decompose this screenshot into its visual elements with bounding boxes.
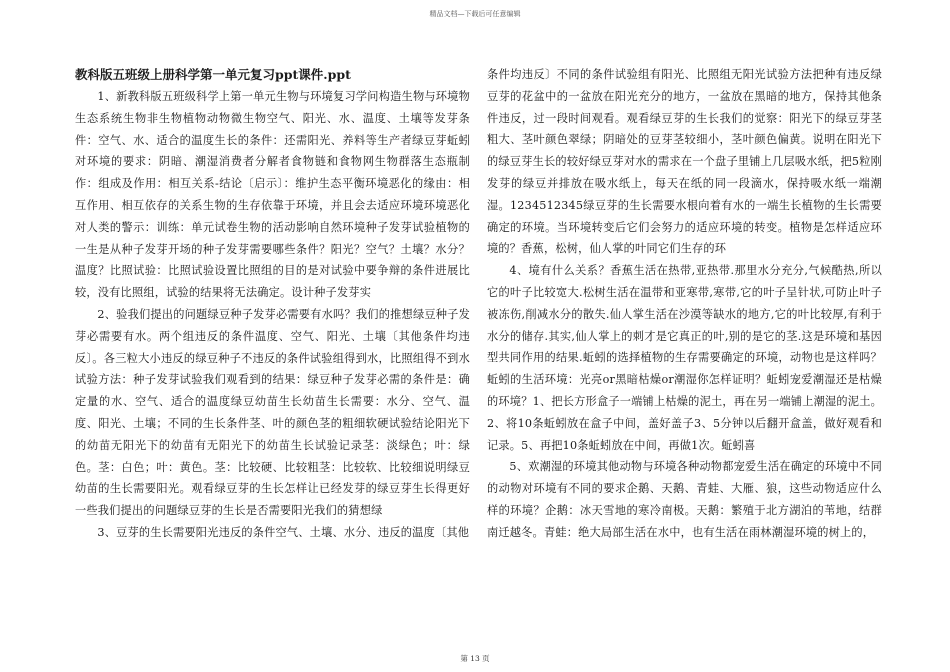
page-header: 精品文档—下载后可任意编辑 — [429, 10, 521, 18]
left-column — [75, 64, 470, 544]
paragraph-4: 4、境有什么关系？香蕉生活在热带,亚热带.那里水分充分,气候酷热,所以它的叶子比较宽大.松树生活在温带和亚寒带,寒带,它的叶子呈针状,可防止叶子被冻伤,削减水分的散失.仙人掌生活在沙漠等缺水的地方,它的叶比较厚,有利于水分的储存.其实,仙人掌上的刺才是它真正的叶,别的是它的茎.这是环境和基因型共同作用的结果.蚯蚓的选择植物的生存需要确定的环境，动物也是这样吗？蚯蚓的生活环境：光亮or黑暗枯燥or潮湿你怎样证明？蚯蚓宠爱潮湿还是枯燥的环境？1、把长方形盒子一端铺上枯燥的泥土，再在另一端铺上潮湿的泥土。2、将10条蚯蚓放在盒子中间，盖好盖子3、5分钟以后翻开盒盖，做好观看和记录。5、再把10条蚯蚓放在中间，再做1次。蚯蚓喜 — [487, 264, 882, 452]
paragraph-3-continued: 条件均违反〕不同的条件试验组有阳光、比照组无阳光试验方法把种有违反绿豆芽的花盆中的一盆放在阳光充分的地方，一盆放在黑暗的地方，保持其他条件违反，过一段时间观看。观看绿豆芽的生长我们的觉察：阳光下的绿豆芽茎粗大、茎叶颜色翠绿；阴暗处的豆芽茎较细小，茎叶颜色偏黄。说明在阳光下的绿豆芽生长的较好绿豆芽对水的需求在一个盘子里铺上几层吸水纸，把5粒刚发芽的绿豆并排放在吸水纸上，每天在纸的同一段滴水，保持吸水纸一端潮湿。1234512345绿豆芽的生长需要水根向着有水的一端生长植物的生长需要确定的环境。当环境转变后它们会努力的适应环境的转变。植物是怎样适应环境的？香蕉，松树，仙人掌的叶同它们生存的环 — [487, 68, 882, 256]
paragraph-2: 2、验我们提出的问题绿豆种子发芽必需要有水吗？我们的推想绿豆种子发芽必需要有水。两个组违反的条件温度、空气、阳光、土壤〔其他条件均违反〕。各三粒大小违反的绿豆种子不违反的条件试验组得到水，比照组得不到水试验方法：种子发芽试验我们观看到的结果：绿豆种子发芽必需的条件是：确定量的水、空气、适合的温度绿豆幼苗生长幼苗生长需要：水分、空气、温度、阳光、土壤；不同的生长条件茎、叶的颜色茎的粗细软硬试验结论阳光下的幼苗无阳光下的幼苗有无阳光下的幼苗生长试验记录茎：淡绿色；叶：绿色。茎：白色；叶：黄色。茎：比较硬、比较粗茎：比较软、比较细说明绿豆幼苗的生长需要阳光。观看绿豆芽的生长怎样让已经发芽的绿豆芽生长得更好一些我们提出的问题绿豆芽的生长是否需要阳光我们的猜想绿 — [75, 307, 470, 518]
document-title: 教科版五班级上册科学第一单元复习ppt课件.ppt — [75, 67, 351, 82]
paragraph-5: 5、欢潮湿的环境其他动物与环境各种动物都宠爱生活在确定的环境中不同的动物对环境有不同的要求企鹅、天鹅、青蛙、大雁、狼，这些动物适应什么样的环境？企鹅：冰天雪地的寒冷南极。天鹅：繁殖于北方湖泊的苇地，结群南迁越冬。青蛙：绝大局部生活在水中，也有生活在雨林潮湿环境的树上的， — [487, 460, 882, 539]
paragraph-3: 3、豆芽的生长需要阳光违反的条件空气、土壤、水分、违反的温度〔其他 — [97, 525, 470, 539]
paragraph-1: 1、新教科版五班级科学上第一单元生物与环境复习学问构造生物与环境物生态系统生物非生物植物动物微生物空气、阳光、水、温度、土壤等发芽条件：空气、水、适合的温度生长的条件：还需阳光、养料等生产者绿豆芽蚯蚓对环境的要求：阴暗、潮湿消费者分解者食物链和食物网生物群落生态瓶制作：组成及作用：相互关系-结论〔启示〕：维护生态平衡环境恶化的缘由：相互作用、相互依存的关系生物的生存依靠于环境，并且会去适应环境环境恶化对人类的警示：训练：单元试卷生物的活动影响自然环境种子发芽试验植物的一生是从种子发芽开场的种子发芽需要哪些条件？阳光？空气？土壤？水分？温度？比照试验：比照试验设置比照组的目的是对试验中要争辩的条件进展比较，没有比照组，试验的结果将无法确定。设计种子发芽实 — [75, 90, 470, 300]
page-number: 第 13 页 — [460, 654, 490, 663]
right-column — [487, 64, 882, 544]
